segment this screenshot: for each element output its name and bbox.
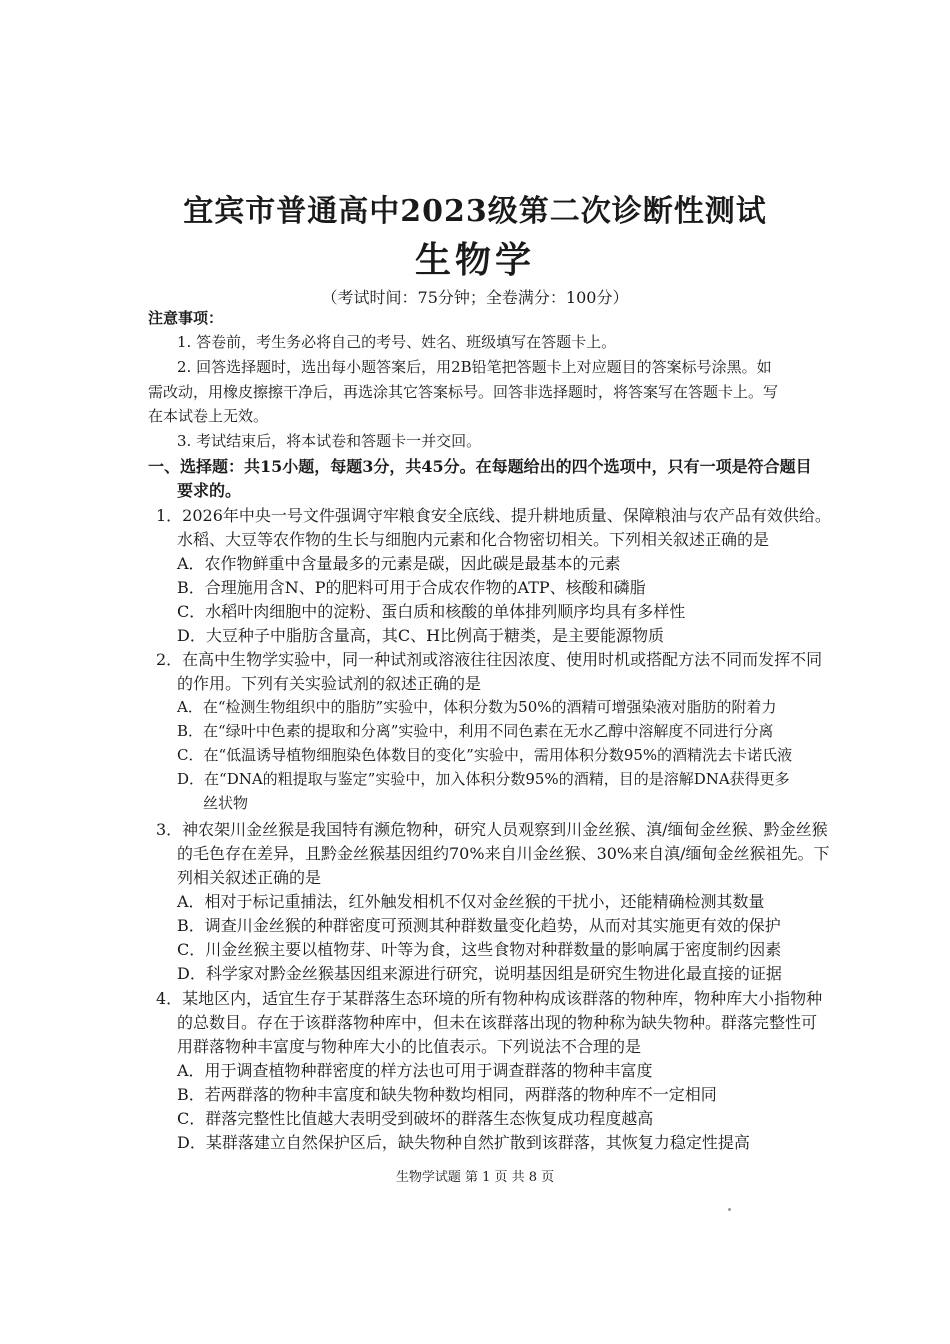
question-4-option-a: A．用于调查植物种群密度的样方法也可用于调查群落的物种丰富度 bbox=[177, 1061, 653, 1080]
question-4-stem: 的总数目。存在于该群落物种库中，但未在该群落出现的物种称为缺失物种。群落完整性可 bbox=[177, 1013, 818, 1032]
question-4-stem: 4．某地区内，适宜生存于某群落生态环境的所有物种构成该群落的物种库，物种库大小指物种 bbox=[156, 989, 823, 1008]
question-3-option-c: C．川金丝猴主要以植物芽、叶等为食，这些食物对种群数量的影响属于密度制约因素 bbox=[177, 940, 782, 959]
section-heading-cont: 要求的。 bbox=[177, 481, 242, 500]
question-2-option-b: B．在“绿叶中色素的提取和分离”实验中，利用不同色素在无水乙醇中溶解度不同进行分离 bbox=[177, 722, 774, 740]
question-1-option-d: D．大豆种子中脂肪含量高，其C、H比例高于糖类，是主要能源物质 bbox=[177, 626, 665, 645]
notice-line: 3. 考试结束后，将本试卷和答题卡一并交回。 bbox=[177, 432, 482, 450]
exam-info: （考试时间：75分钟；全卷满分：100分） bbox=[321, 288, 629, 307]
question-2-option-d: D．在“DNA的粗提取与鉴定”实验中，加入体积分数95%的酒精，目的是溶解DNA获得更多 bbox=[177, 770, 790, 788]
page-footer: 生物学试题 第 1 页 共 8 页 bbox=[395, 1170, 555, 1185]
question-2-stem: 2．在高中生物学实验中，同一种试剂或溶液往往因浓度、使用时机或搭配方法不同而发挥不同 bbox=[156, 650, 823, 669]
question-3-option-d: D．科学家对黔金丝猴基因组来源进行研究，说明基因组是研究生物进化最直接的证据 bbox=[177, 964, 782, 983]
question-2-option-d-cont: 丝状物 bbox=[203, 794, 249, 812]
question-3-option-a: A．相对于标记重捕法，红外触发相机不仅对金丝猴的干扰小，还能精确检测其数量 bbox=[177, 892, 765, 911]
section-heading: 一、选择题：共15小题，每题3分，共45分。在每题给出的四个选项中，只有一项是符合题目 bbox=[148, 457, 812, 476]
question-1-option-c: C．水稻叶肉细胞中的淀粉、蛋白质和核酸的单体排列顺序均具有多样性 bbox=[177, 602, 686, 621]
question-4-option-c: C．群落完整性比值越大表明受到破坏的群落生态恢复成功程度越高 bbox=[177, 1109, 654, 1128]
question-3-stem: 3．神农架川金丝猴是我国特有濒危物种，研究人员观察到川金丝猴、滇/缅甸金丝猴、黔金丝猴 bbox=[156, 820, 828, 839]
question-3-stem: 的毛色存在差异，且黔金丝猴基因组约70%来自川金丝猴、30%来自滇/缅甸金丝猴祖先。下 bbox=[177, 844, 830, 863]
question-3-option-b: B．调查川金丝猴的种群密度可预测其种群数量变化趋势，从而对其实施更有效的保护 bbox=[177, 916, 781, 935]
scan-dot bbox=[728, 1208, 731, 1211]
question-4-stem: 用群落物种丰富度与物种库大小的比值表示。下列说法不合理的是 bbox=[177, 1037, 642, 1056]
notice-line: 在本试卷上无效。 bbox=[148, 407, 269, 425]
question-2-option-c: C．在“低温诱导植物细胞染色体数目的变化”实验中，需用体积分数95%的酒精洗去卡诺氏液 bbox=[177, 746, 793, 764]
notice-line: 1. 答卷前，考生务必将自己的考号、姓名、班级填写在答题卡上。 bbox=[177, 333, 617, 351]
subject-title: 生物学 bbox=[414, 239, 535, 281]
notice-line: 需改动，用橡皮擦擦干净后，再选涂其它答案标号。回答非选择题时，将答案写在答题卡上。写 bbox=[148, 383, 779, 401]
question-1-option-a: A．农作物鲜重中含量最多的元素是碳，因此碳是最基本的元素 bbox=[177, 554, 621, 573]
question-2-stem: 的作用。下列有关实验试剂的叙述正确的是 bbox=[177, 674, 482, 693]
notice-heading: 注意事项： bbox=[148, 309, 224, 327]
exam-title: 宜宾市普通高中2023级第二次诊断性测试 bbox=[183, 194, 767, 229]
question-1-stem: 1．2026年中央一号文件强调守牢粮食安全底线、提升耕地质量、保障粮油与农产品有效供给。 bbox=[156, 506, 831, 525]
question-4-option-b: B．若两群落的物种丰富度和缺失物种数均相同，两群落的物种库不一定相同 bbox=[177, 1085, 717, 1104]
question-1-stem: 水稻、大豆等农作物的生长与细胞内元素和化合物密切相关。下列相关叙述正确的是 bbox=[177, 530, 770, 549]
notice-line: 2. 回答选择题时，选出每小题答案后，用2B铅笔把答题卡上对应题目的答案标号涂黑。如 bbox=[177, 358, 772, 376]
question-3-stem: 列相关叙述正确的是 bbox=[177, 868, 322, 887]
question-4-option-d: D．某群落建立自然保护区后，缺失物种自然扩散到该群落，其恢复力稳定性提高 bbox=[177, 1133, 750, 1152]
question-1-option-b: B．合理施用含N、P的肥料可用于合成农作物的ATP、核酸和磷脂 bbox=[177, 578, 646, 597]
question-2-option-a: A．在“检测生物组织中的脂肪”实验中，体积分数为50%的酒精可增强染液对脂肪的附着力 bbox=[177, 698, 777, 716]
